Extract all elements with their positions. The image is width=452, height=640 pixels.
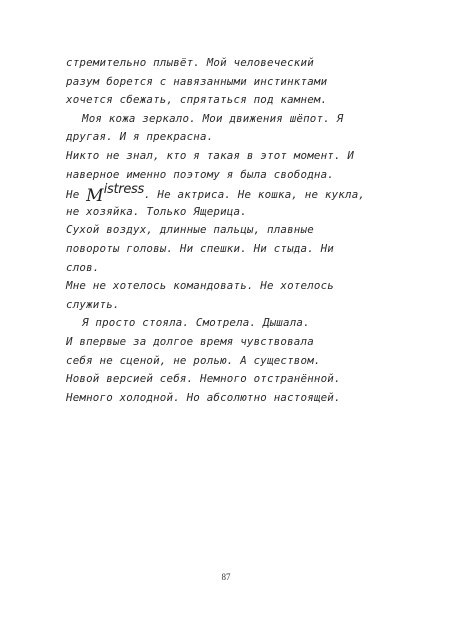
text-line: разум борется с навязанными инстинктами <box>66 74 328 88</box>
text-line: Никто не знал, кто я такая в этот момент. И <box>66 148 355 162</box>
text-line: служить. <box>66 297 120 311</box>
text-line: слов. <box>66 260 100 274</box>
text-line: И впервые за долгое время чувствовала <box>66 334 314 348</box>
text-fragment: Не <box>66 188 80 202</box>
text-line: не хозяйка. Только Ящерица. <box>66 204 247 218</box>
text-line: Мне не хотелось командовать. Не хотелось <box>66 279 335 293</box>
text-line: Сухой воздух, длинные пальцы, плавные <box>66 223 314 237</box>
mistress-logo: Mistress <box>86 182 144 207</box>
text-line: хочется сбежать, спрятаться под камнем. <box>66 93 328 107</box>
text-line: Я просто стояла. Смотрела. Дышала. <box>82 316 310 330</box>
page-number: 87 <box>221 572 231 582</box>
text-line-with-logo <box>66 182 396 207</box>
text-line: повороты головы. Ни спешки. Ни стыда. Ни <box>66 241 335 255</box>
text-line: Немного холодной. Но абсолютно настоящей. <box>66 390 341 404</box>
body-text <box>66 54 396 407</box>
text-fragment: . Не актриса. Не кошка, не кукла, <box>144 188 366 202</box>
text-line: другая. И я прекрасна. <box>66 130 214 144</box>
text-line: Новой версией себя. Немного отстранённой. <box>66 372 341 386</box>
text-line: стремительно плывёт. Мой человеческий <box>66 56 314 69</box>
text-line: наверное именно поэтому я была свободна. <box>66 167 335 181</box>
text-line: Моя кожа зеркало. Мои движения шёпот. Я <box>82 111 344 125</box>
text-line: себя не сценой, не ролью. А существом. <box>66 353 321 367</box>
